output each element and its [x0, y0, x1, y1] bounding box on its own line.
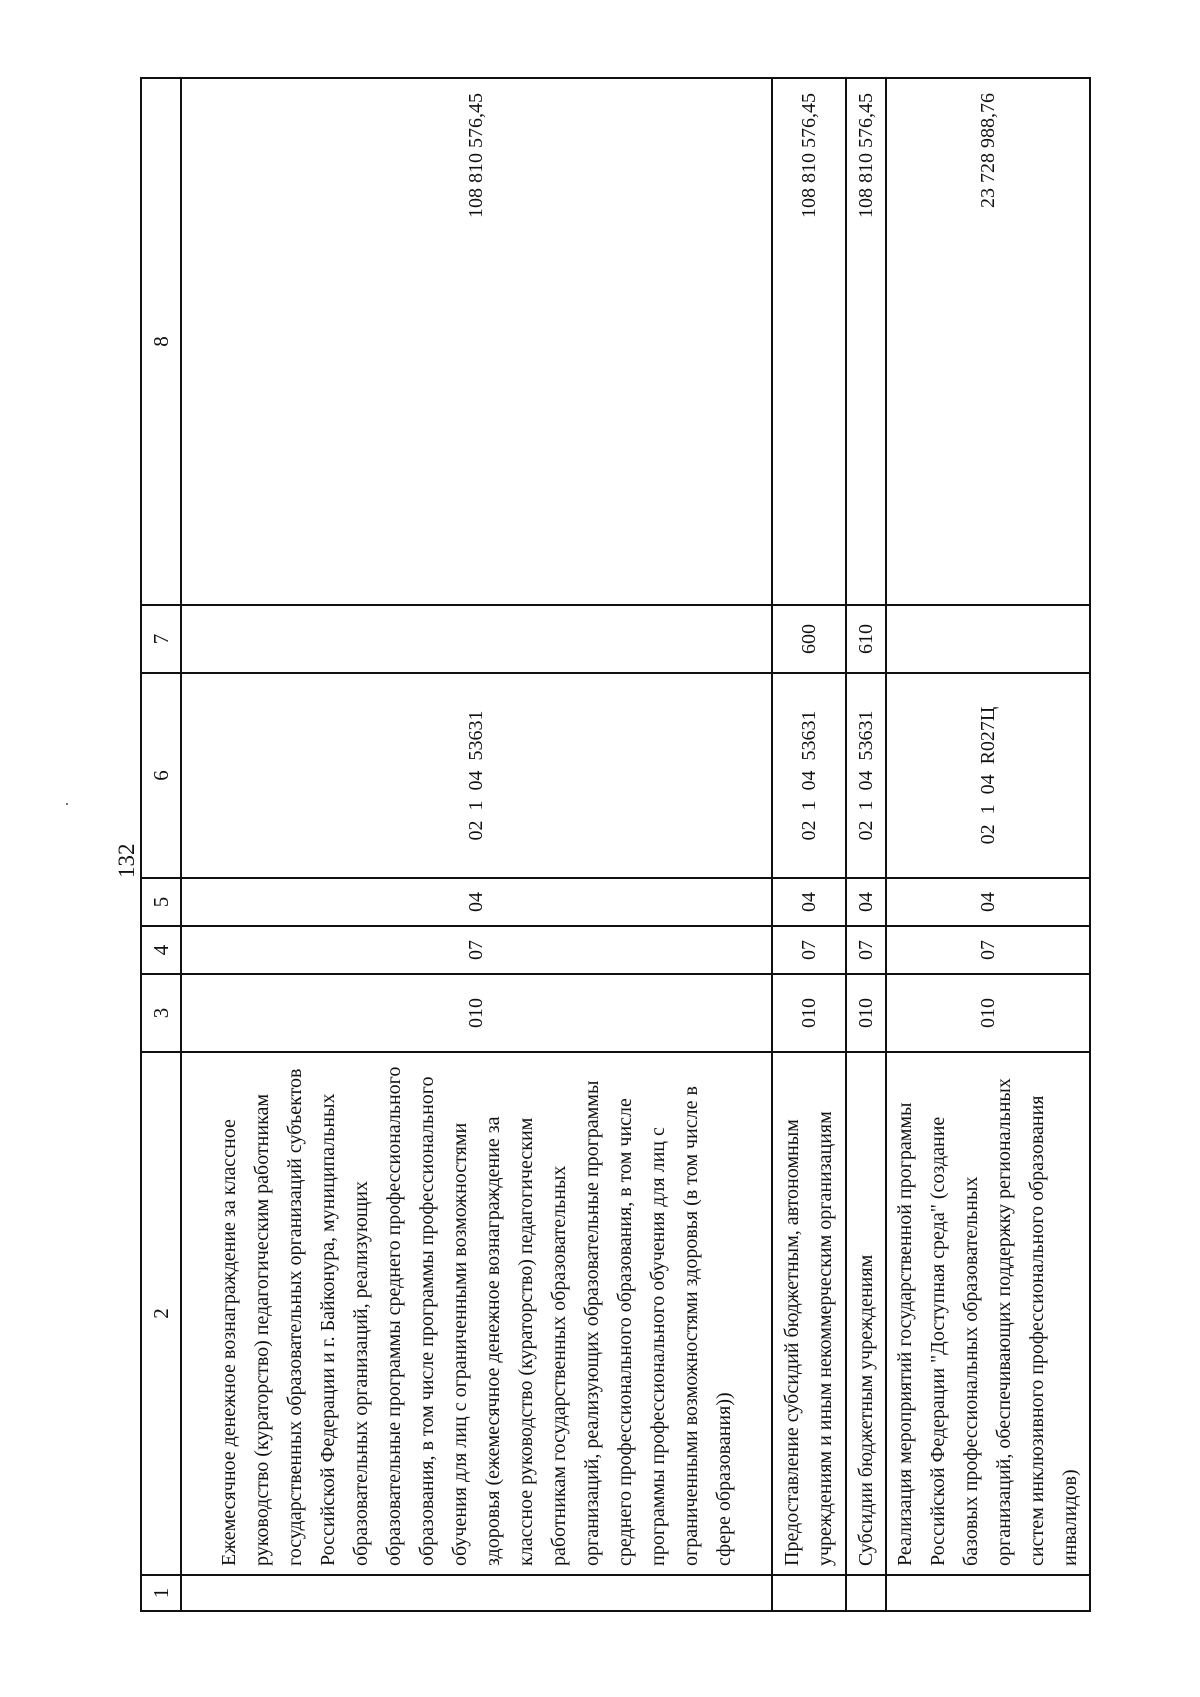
- cell-expense-type: 610: [846, 605, 886, 673]
- cell-code-3: 010: [772, 974, 846, 1052]
- cell-code-5: 04: [846, 878, 886, 926]
- table-header-row: [141, 78, 181, 1611]
- cell-col1: [772, 1575, 846, 1611]
- cell-amount: 108 810 576,45: [181, 78, 772, 605]
- cell-col1: [181, 1575, 772, 1611]
- cell-code-4: 07: [846, 926, 886, 974]
- cell-target-code: 02 1 04 53631: [772, 673, 846, 878]
- header-col-8: 8: [141, 78, 181, 605]
- cell-amount: 108 810 576,45: [772, 78, 846, 605]
- cell-col1: [846, 1575, 886, 1611]
- cell-target-code: 02 1 04 53631: [846, 673, 886, 878]
- cell-description: Реализация мероприятий государственной программы Российской Федерации "Доступная среда" (создание базовых профессиональных образовательных организаций, обеспечивающих поддержку региональных систем инклюзивного профессионального образования инвалидов): [886, 1052, 1090, 1575]
- cell-code-5: 04: [181, 878, 772, 926]
- cell-code-3: 010: [846, 974, 886, 1052]
- cell-amount: 108 810 576,45: [846, 78, 886, 605]
- header-col-6: 6: [141, 673, 181, 878]
- page-number: 132: [114, 843, 139, 878]
- cell-expense-type: 600: [772, 605, 846, 673]
- cell-expense-type: [886, 605, 1090, 673]
- cell-target-code: 02 1 04 53631: [181, 673, 772, 878]
- cell-description: Предоставление субсидий бюджетным, автономным учреждениям и иным некоммерческим организациям: [772, 1052, 846, 1575]
- header-col-7: 7: [141, 605, 181, 673]
- cell-code-5: 04: [886, 878, 1090, 926]
- table-row: [886, 78, 1090, 1611]
- cell-code-4: 07: [886, 926, 1090, 974]
- cell-expense-type: [181, 605, 772, 673]
- cell-code-4: 07: [772, 926, 846, 974]
- header-col-4: 4: [141, 926, 181, 974]
- cell-col1: [886, 1575, 1090, 1611]
- header-col-5: 5: [141, 878, 181, 926]
- header-col-1: 1: [141, 1575, 181, 1611]
- table-row: [772, 78, 846, 1611]
- cell-code-3: 010: [181, 974, 772, 1052]
- header-col-2: 2: [141, 1052, 181, 1575]
- header-col-3: 3: [141, 974, 181, 1052]
- cell-target-code: 02 1 04 R027Ц: [886, 673, 1090, 878]
- table-row: [846, 78, 886, 1611]
- table-frame: [140, 79, 1081, 1612]
- cell-description: Ежемесячное денежное вознаграждение за классное руководство (кураторство) педагогическим работникам государственных образовательных организаций субъектов Российской Федерации и г. Байконура, муниципальных образовательных организаций, реализующих образовательные программы среднего профессионального образования, в том числе программы профессионального обучения для лиц с ограниченными возможностями здоровья (ежемесячное денежное вознаграждение за классное руководство (кураторство) педагогическим работникам государственных образовательных организаций, реализующих образовательные программы среднего профессионального образования, в том числе программы профессионального обучения для лиц с ограниченными возможностями здоровья (в том числе в сфере образования)): [181, 1052, 772, 1575]
- cell-code-3: 010: [886, 974, 1090, 1052]
- cell-code-5: 04: [772, 878, 846, 926]
- table-row: [181, 78, 772, 1611]
- cell-amount: 23 728 988,76: [886, 78, 1090, 605]
- scan-speck: [66, 803, 68, 805]
- budget-table: [140, 77, 1091, 1612]
- rotated-table-container: [140, 79, 1081, 1612]
- cell-description: Субсидии бюджетным учреждениям: [846, 1052, 886, 1575]
- cell-code-4: 07: [181, 926, 772, 974]
